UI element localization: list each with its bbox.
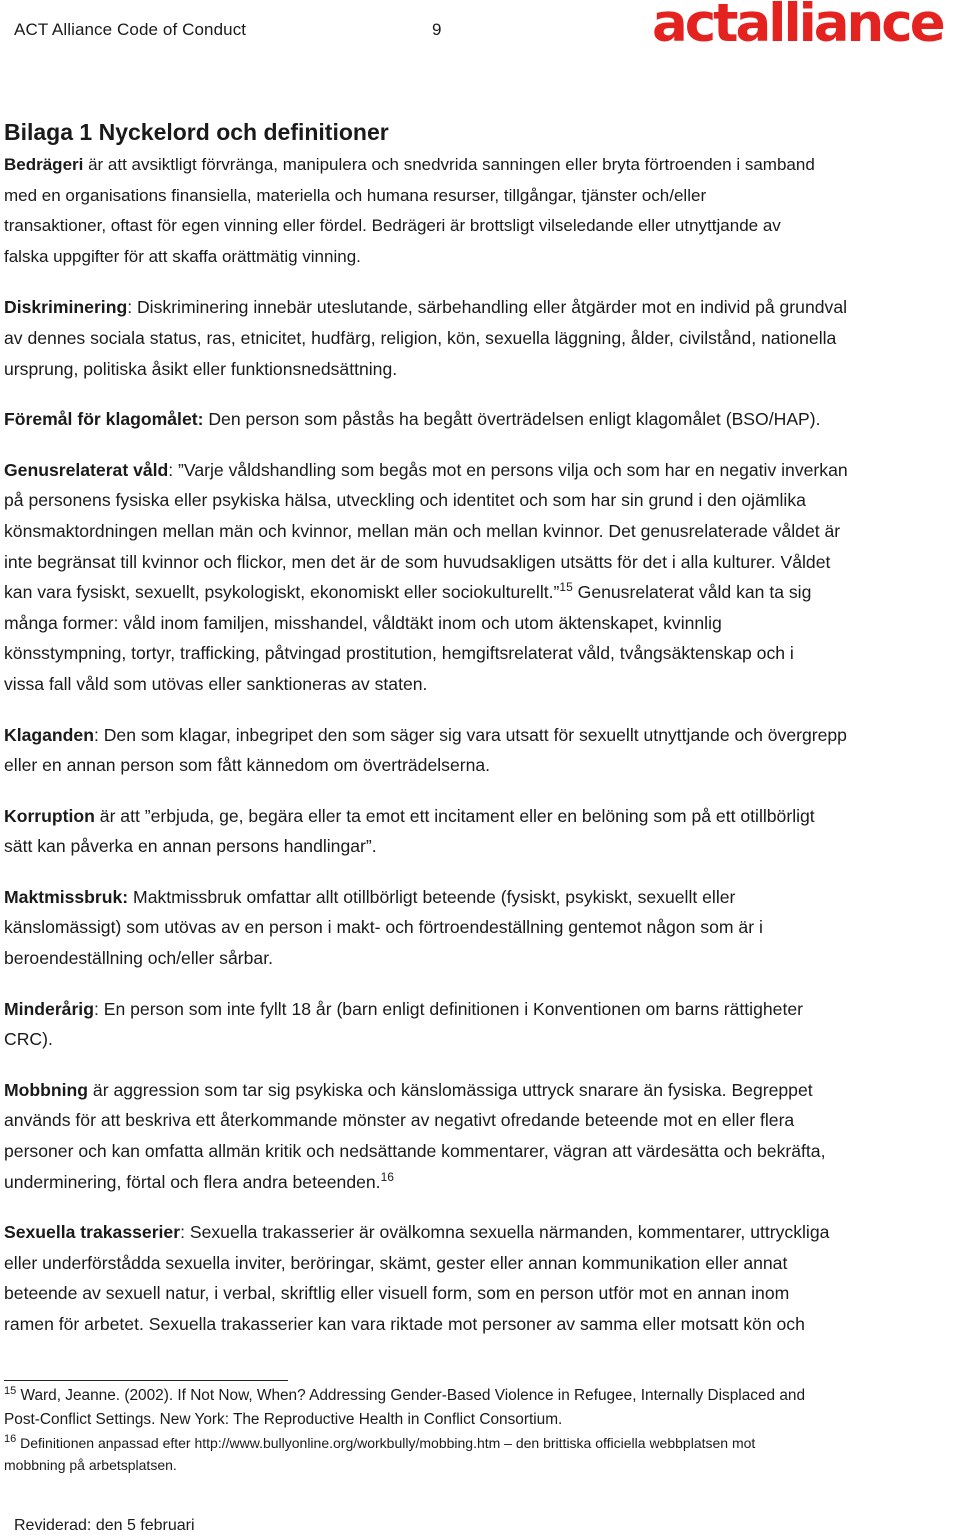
footnote-number: 16 bbox=[4, 1433, 17, 1445]
definition-term: Klaganden bbox=[4, 724, 94, 745]
footnote-ref-15[interactable]: 15 bbox=[559, 580, 573, 595]
definition-sexuella-trakasserier: Sexuella trakasserier: Sexuella trakasserier är ovälkomna sexuella närmanden, kommentarer, uttryckliga eller underförstådda sexuella inviter, beröringar, skämt, gester eller annan kommunikation eller annat beteende av sexuell natur, i verbal, skriftlig eller visuell form, som en person utför mot en annan inom ramen för arbetet. Sexuella trakasserier kan vara riktade mot personer av samma eller motsatt kön och bbox=[4, 1222, 830, 1334]
footnotes bbox=[4, 1384, 960, 1476]
definition-genusrelaterat-vald: Genusrelaterat våld: ”Varje våldshandling som begås mot en persons vilja och som har en negativ inverkan på personens fysiska eller psykiska hälsa, utveckling och identitet och som har sin grund i den ojämlika könsmaktordningen mellan män och kvinnor, mellan män och mellan kvinnor. Det genusrelaterade våldet är inte begränsat till kvinnor och flickor, men det är de som huvudsakligen utsätts för det i alla kulturer. Våldet kan vara fysiskt, sexuellt, psykologiskt, ekonomiskt eller sociokulturellt.”$^{15}$ Genusrelaterat våld kan ta sig många former: våld inom familjen, misshandel, våldtäkt inom och utom äktenskapet, kvinnlig könsstympning, tortyr, trafficking, påtvingad prostitution, hemgiftsrelaterat våld, tvångsäktenskap och i vissa fall våld som utövas eller sanktioneras av staten. bbox=[4, 459, 848, 694]
bullyonline-link[interactable]: http://www.bullyonline.org/workbully/mobbing.htm bbox=[194, 1435, 501, 1451]
definition-klaganden: Klaganden: Den som klagar, inbegripet den som säger sig vara utsatt för sexuellt utnyttjande och övergrepp eller en annan person som fått kännedom om överträdelserna. bbox=[4, 724, 847, 776]
definition-term: Korruption bbox=[4, 805, 95, 826]
footnote-number: 15 bbox=[4, 1385, 17, 1397]
definition-term: Sexuella trakasserier bbox=[4, 1222, 181, 1243]
definition-diskriminering: Diskriminering: Diskriminering innebär uteslutande, särbehandling eller åtgärder mot en individ på grundval av dennes sociala status, ras, etnicitet, hudfärg, religion, kön, sexuella läggning, ålder, civilstånd, nationella ursprung, politiska åsikt eller funktionsnedsättning. bbox=[4, 297, 848, 379]
revision-note: Reviderad: den 5 februari bbox=[14, 1517, 195, 1534]
definition-bedrageri: Bedrägeri är att avsiktligt förvränga, manipulera och snedvrida sanningen eller bryta förtroenden i samband med en organisations finansiella, materiella och humana resurser, tillgångar, tjänster och/eller transaktioner, oftast för egen vinning eller fördel. Bedrägeri är brottsligt vilseledande eller utnyttjande av falska uppgifter för att skaffa orättmätig vinning. bbox=[4, 155, 815, 266]
section-title: Bilaga 1 Nyckelord och definitioner bbox=[4, 119, 389, 145]
act-alliance-logo: actalliance bbox=[652, 0, 943, 54]
document-title: ACT Alliance Code of Conduct bbox=[14, 20, 247, 39]
page-number: 9 bbox=[432, 20, 442, 39]
definition-term: Mobbning bbox=[4, 1079, 89, 1100]
definition-term: Bedrägeri bbox=[4, 155, 84, 174]
footnote-divider bbox=[4, 1380, 288, 1381]
definition-korruption: Korruption är att ”erbjuda, ge, begära eller ta emot ett incitament eller en belöning som på ett otillbörligt sätt kan påverka en annan persons handlingar”. bbox=[4, 805, 815, 857]
definition-term: Maktmissbruk: bbox=[4, 886, 129, 907]
definition-term: Minderårig bbox=[4, 998, 94, 1019]
definition-term: Genusrelaterat våld bbox=[4, 459, 169, 480]
footnote-16: $^{16}$ Definitionen anpassad efter http://www.bullyonline.org/workbully/mobbing.htm – den brittiska officiella webbplatsen mot mobbning på arbetsplatsen. bbox=[4, 1433, 756, 1473]
definition-term: Föremål för klagomålet: bbox=[4, 409, 204, 430]
definition-maktmissbruk: Maktmissbruk: Maktmissbruk omfattar allt otillbörligt beteende (fysiskt, psykiskt, sexuellt eller känslomässigt) som utövas av en person i makt- och förtroendeställning gentemot någon som är i beroendeställning och/eller sårbar. bbox=[4, 886, 763, 969]
footnote-ref-16[interactable]: 16 bbox=[380, 1169, 394, 1184]
definition-term: Diskriminering bbox=[4, 297, 128, 318]
page-content bbox=[4, 116, 960, 1360]
definition-mobbning: Mobbning är aggression som tar sig psykiska och känslomässiga uttryck snarare än fysiska. Begreppet används för att beskriva ett återkommande mönster av negativt ofredande beteende mot en eller flera personer och kan omfatta allmän kritik och nedsättande kommentarer, vägran att värdesätta och bekräfta, underminering, förtal och flera andra beteenden.$^{16}$ bbox=[4, 1079, 826, 1192]
definition-minderarig: Minderårig: En person som inte fyllt 18 år (barn enligt definitionen i Konventionen om barns rättigheter CRC). bbox=[4, 998, 803, 1050]
definition-foremal: Föremål för klagomålet: Den person som påstås ha begått överträdelsen enligt klagomålet (BSO/HAP). bbox=[4, 409, 821, 430]
footnote-15: $^{15}$ Ward, Jeanne. (2002). If Not Now, When? Addressing Gender-Based Violence in Refugee, Internally Displaced and Post-Conflict Settings. New York: The Reproductive Health in Conflict Consortium. bbox=[4, 1385, 806, 1428]
